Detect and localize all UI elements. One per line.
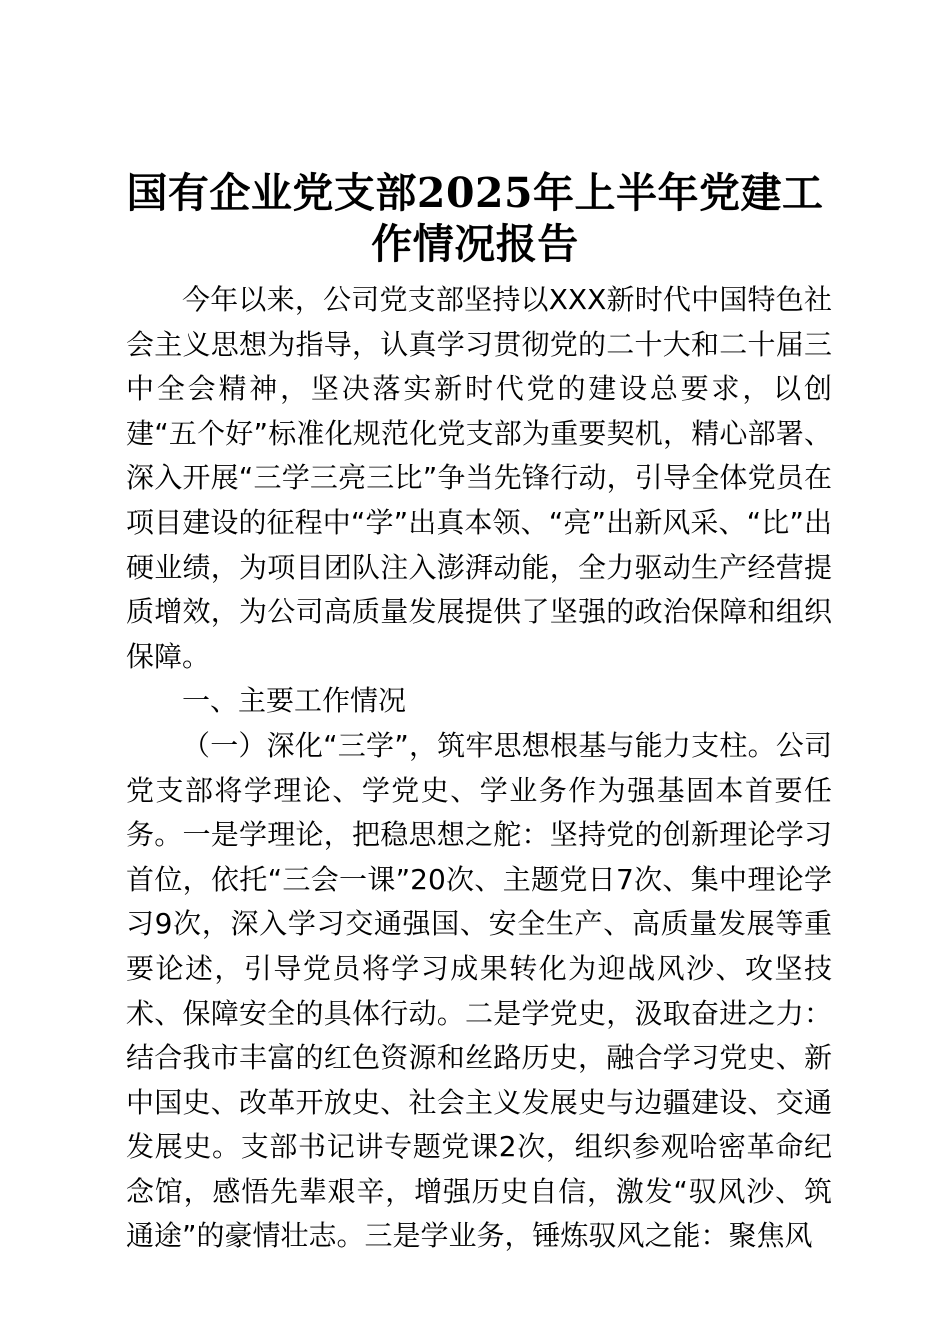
document-title: 国有企业党支部2025年上半年党建工作情况报告 [126,169,824,268]
section-heading: 一、主要工作情况 [182,684,407,718]
document-body [126,278,832,1259]
intro-paragraph: 今年以来，公司党支部坚持以XXX新时代中国特色社会主义思想为指导，认真学习贯彻党的二十大和二十届三中全会精神，坚决落实新时代党的建设总要求，以创建“五个好”标准化规范化党支部为重要契机，精心部署、深入开展“三学三亮三比”争当先锋行动，引导全体党员在项目建设的征程中“学”出真本领、“亮”出新风采、“比”出硬业绩，为项目团队注入澎湃动能，全力驱动生产经营提质增效，为公司高质量发展提供了坚强的政治保障和组织保障。 [126,283,832,673]
subsection-paragraph: （一）深化“三学”，筑牢思想根基与能力支柱。公司党支部将学理论、学党史、学业务作为强基固本首要任务。一是学理论，把稳思想之舵：坚持党的创新理论学习首位，依托“三会一课”20次、主题党日7次、集中理论学习9次，深入学习交通强国、安全生产、高质量发展等重要论述，引导党员将学习成果转化为迎战风沙、攻坚技术、保障安全的具体行动。二是学党史，汲取奋进之力：结合我市丰富的红色资源和丝路历史，融合学习党史、新中国史、改革开放史、社会主义发展史与边疆建设、交通发展史。支部书记讲专题党课2次，组织参观哈密革命纪念馆，感悟先辈艰辛，增强历史自信，激发“驭风沙、筑通途”的豪情壮志。三是学业务，锤炼驭风之能：聚焦风 [126,728,832,1253]
